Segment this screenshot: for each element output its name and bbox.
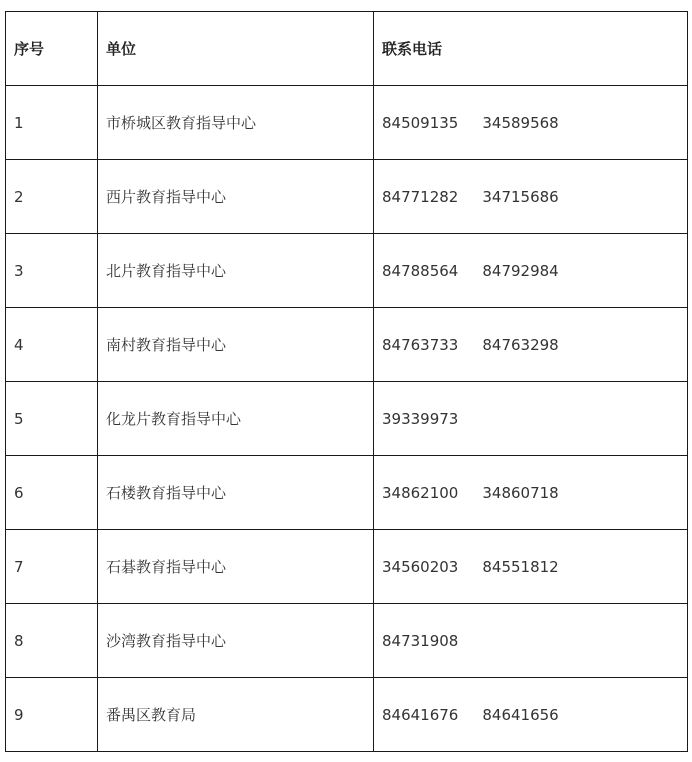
phone-number: 84763298 <box>482 335 559 354</box>
row-unit: 北片教育指导中心 <box>98 234 374 308</box>
phone-number: 84641676 <box>382 705 459 724</box>
phone-number: 84763733 <box>382 335 459 354</box>
row-index: 2 <box>6 160 98 234</box>
phone-number: 84551812 <box>482 557 559 576</box>
phone-number: 84771282 <box>382 187 459 206</box>
row-phones <box>374 678 688 752</box>
row-index: 4 <box>6 308 98 382</box>
phone-number: 84788564 <box>382 261 459 280</box>
row-phones <box>374 382 688 456</box>
row-unit: 化龙片教育指导中心 <box>98 382 374 456</box>
row-unit: 市桥城区教育指导中心 <box>98 86 374 160</box>
table-row <box>6 308 688 382</box>
row-index: 6 <box>6 456 98 530</box>
row-phones <box>374 86 688 160</box>
table-header-row <box>6 12 688 86</box>
row-phones <box>374 456 688 530</box>
table-row <box>6 382 688 456</box>
phone-number: 34715686 <box>482 187 559 206</box>
contact-table-container <box>5 11 688 752</box>
row-index: 9 <box>6 678 98 752</box>
phone-number: 84641656 <box>482 705 559 724</box>
row-phones <box>374 160 688 234</box>
row-phones <box>374 604 688 678</box>
phone-number: 84731908 <box>382 631 459 650</box>
row-phones <box>374 530 688 604</box>
phone-number: 84509135 <box>382 113 459 132</box>
contact-table <box>5 11 688 752</box>
table-row <box>6 530 688 604</box>
row-unit: 番禺区教育局 <box>98 678 374 752</box>
row-phones <box>374 308 688 382</box>
phone-number: 39339973 <box>382 409 459 428</box>
phone-number: 34560203 <box>382 557 459 576</box>
row-index: 7 <box>6 530 98 604</box>
phone-number: 34589568 <box>482 113 559 132</box>
table-row <box>6 604 688 678</box>
row-index: 8 <box>6 604 98 678</box>
row-unit: 南村教育指导中心 <box>98 308 374 382</box>
row-unit: 西片教育指导中心 <box>98 160 374 234</box>
row-unit: 石碁教育指导中心 <box>98 530 374 604</box>
row-index: 5 <box>6 382 98 456</box>
phone-number: 34860718 <box>482 483 559 502</box>
table-row <box>6 678 688 752</box>
row-phones <box>374 234 688 308</box>
header-index: 序号 <box>6 12 98 86</box>
table-row <box>6 86 688 160</box>
phone-number: 84792984 <box>482 261 559 280</box>
table-row <box>6 160 688 234</box>
row-unit: 沙湾教育指导中心 <box>98 604 374 678</box>
row-index: 3 <box>6 234 98 308</box>
table-row <box>6 234 688 308</box>
phone-number: 34862100 <box>382 483 459 502</box>
header-unit: 单位 <box>98 12 374 86</box>
table-row <box>6 456 688 530</box>
row-index: 1 <box>6 86 98 160</box>
header-phone: 联系电话 <box>374 12 688 86</box>
row-unit: 石楼教育指导中心 <box>98 456 374 530</box>
